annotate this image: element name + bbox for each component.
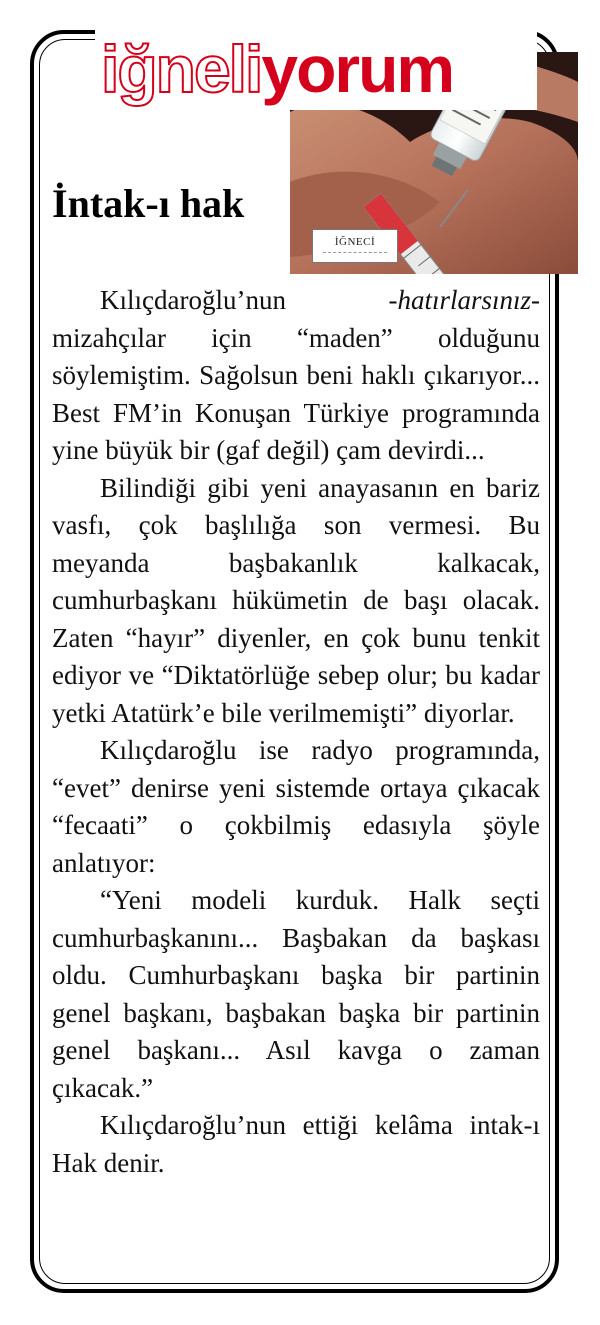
masthead-logo: [95, 28, 537, 110]
paragraph-lead: Kılıçdaroğlu’nun -: [100, 285, 398, 315]
paragraph-italic: hatırlarsınız: [397, 285, 531, 315]
article-paragraph: Bilindiği gibi yeni anayasanın en bariz vasfı, çok başlılığa son vermesi. Bu meyanda başbakanlık kalkacak, cumhurbaşkanı hükümetin de başı olacak. Zaten “hayır” diyenler, en çok bunu tenkit ediyor ve “Diktatörlüğe sebep olur; bu kadar yetki Atatürk’e bile verilmemişti” diyorlar.: [52, 472, 540, 728]
author-label: İĞNECİ: [334, 236, 376, 248]
masthead-part-solid: yorum: [261, 32, 454, 106]
paragraph-rest: - mizahçılar için “maden” olduğunu söylemiştim. Sağolsun beni haklı çıkarıyor... Best FM’in Konuşan Türkiye programında yine büyük bir (gaf değil) çam devirdi...: [52, 285, 540, 465]
article-paragraph: [52, 282, 540, 470]
article-paragraph: Kılıçdaroğlu’nun ettiği kelâma intak-ı Hak denir.: [52, 1110, 540, 1178]
article-paragraph: “Yeni modeli kurduk. Halk seçti cumhurbaşkanını... Başbakan da başkası oldu. Cumhurbaşkanı başka bir partinin genel başkanı, başbakan başka bir partinin genel başkanı... Asıl kavga o zaman çıkacak.”: [52, 885, 540, 1103]
author-underline: [323, 252, 387, 253]
article-body: [52, 282, 540, 1182]
article-title: İntak-ı hak: [52, 181, 245, 226]
article-paragraph: Kılıçdaroğlu ise radyo programında, “evet” denirse yeni sistemde ortaya çıkacak “fecaati” o çokbilmiş edasıyla şöyle anlatıyor:: [52, 735, 540, 878]
author-label-box: [312, 229, 398, 263]
masthead-part-outline: iğneli: [101, 32, 262, 106]
